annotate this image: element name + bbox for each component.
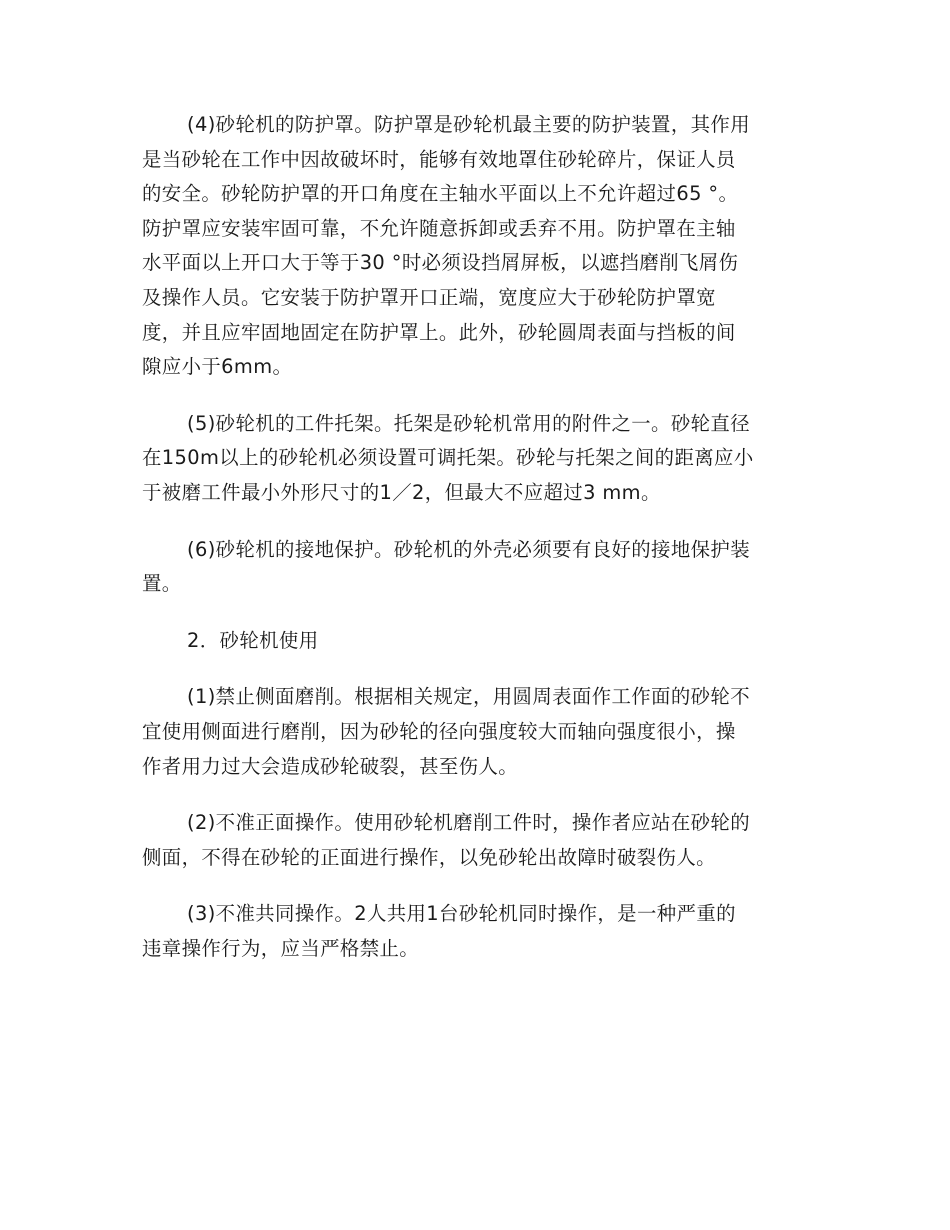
text-line: 宜使用侧面进行磨削，因为砂轮的径向强度较大而轴向强度很小，操 bbox=[142, 719, 736, 743]
text-line: 水平面以上开口大于等于30 °时必须设挡屑屏板，以遮挡磨削飞屑伤 bbox=[142, 251, 739, 275]
text-line: (4)砂轮机的防护罩。防护罩是砂轮机最主要的防护装置，其作用 bbox=[187, 113, 751, 136]
text-line: 及操作人员。它安装于防护罩开口正端，宽度应大于砂轮防护罩宽 bbox=[142, 285, 716, 309]
text-line: 置。 bbox=[142, 572, 182, 596]
text-line: (3)不准共同操作。2人共用1台砂轮机同时操作，是一种严重的 bbox=[187, 902, 736, 926]
paragraph-guard bbox=[142, 108, 804, 385]
text-line: 违章操作行为，应当严格禁止。 bbox=[142, 936, 420, 960]
text-line: (1)禁止侧面磨削。根据相关规定，用圆周表面作工作面的砂轮不 bbox=[187, 685, 751, 709]
paragraph-tool-rest bbox=[142, 407, 804, 511]
text-line: 隙应小于6mm。 bbox=[142, 355, 293, 379]
paragraph-side-grinding bbox=[142, 680, 804, 784]
paragraph-front-operation bbox=[142, 806, 804, 875]
text-line: 于被磨工件最小外形尺寸的1／2，但最大不应超过3 mm。 bbox=[142, 480, 661, 504]
paragraph-grounding bbox=[142, 533, 804, 602]
text-line: 作者用力过大会造成砂轮破裂，甚至伤人。 bbox=[142, 754, 519, 778]
text-line: 侧面，不得在砂轮的正面进行操作，以免砂轮出故障时破裂伤人。 bbox=[142, 845, 716, 869]
paragraph-shared-operation bbox=[142, 897, 804, 966]
text-line: 的安全。砂轮防护罩的开口角度在主轴水平面以上不允许超过65 °。 bbox=[142, 182, 739, 206]
text-line: 是当砂轮在工作中因故破坏时，能够有效地罩住砂轮碎片，保证人员 bbox=[142, 147, 736, 171]
text-line: 度，并且应牢固地固定在防护罩上。此外，砂轮圆周表面与挡板的间 bbox=[142, 320, 736, 344]
text-line: 在150m以上的砂轮机必须设置可调托架。砂轮与托架之间的距离应小 bbox=[142, 446, 754, 470]
text-line: (5)砂轮机的工件托架。托架是砂轮机常用的附件之一。砂轮直径 bbox=[187, 411, 751, 435]
document-page bbox=[142, 108, 804, 988]
text-line: (2)不准正面操作。使用砂轮机磨削工件时，操作者应站在砂轮的 bbox=[187, 811, 751, 835]
section-heading: 2．砂轮机使用 bbox=[187, 628, 319, 652]
text-line: (6)砂轮机的接地保护。砂轮机的外壳必须要有良好的接地保护装 bbox=[187, 537, 751, 561]
text-line: 防护罩应安装牢固可靠，不允许随意拆卸或丢弃不用。防护罩在主轴 bbox=[142, 216, 736, 240]
